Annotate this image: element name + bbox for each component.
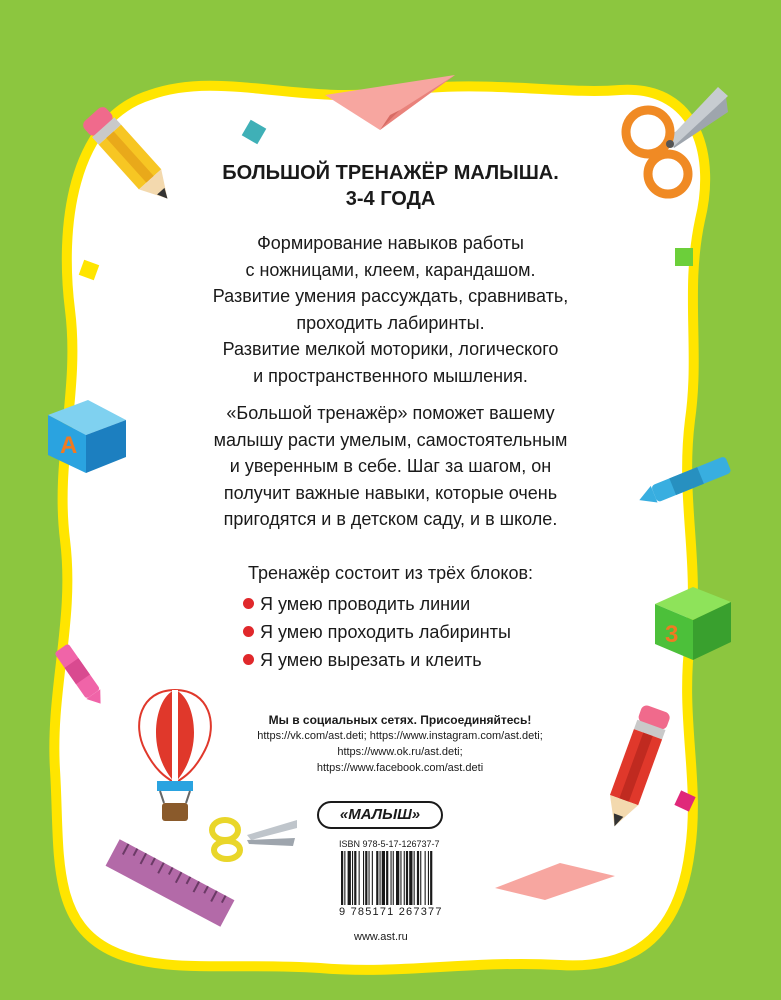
promo-line: малышу расти умелым, самостоятельным [213, 429, 568, 450]
cube-number: 3 [665, 621, 679, 648]
confetti-square-icon [75, 256, 105, 286]
barcode [339, 851, 449, 905]
promo-line: получит важные навыки, которые очень [223, 482, 558, 503]
social-networks [200, 712, 600, 776]
description-line: Формирование навыков работы [257, 233, 524, 253]
number-cube-icon [647, 582, 737, 662]
description-line: Развитие умения рассуждать, сравнивать, [212, 286, 569, 307]
bullet-dot-icon [243, 654, 254, 665]
blocks-heading: Тренажёр состоит из трёх блоков: [247, 563, 534, 583]
pencil-icon [590, 700, 680, 840]
bullet-dot-icon [243, 598, 254, 609]
description-line: Развитие мелкой моторики, логического [222, 339, 559, 360]
description-line: проходить лабиринты. [296, 312, 485, 333]
social-links-line[interactable]: https://vk.com/ast.deti; https://www.instagram.com/ast.deti; [257, 730, 543, 742]
social-links-line[interactable]: https://www.ok.ru/ast.deti; [337, 746, 463, 758]
list-item [243, 590, 511, 618]
description-line: и пространственного мышления. [253, 365, 528, 386]
list-item [243, 618, 511, 646]
description-paragraph [140, 230, 641, 390]
promo-line: пригодятся и в детском саду, и в школе. [223, 509, 558, 530]
paper-plane-icon [320, 70, 460, 140]
cube-letter: А [60, 432, 78, 459]
book-title [120, 160, 661, 212]
list-item-label: Я умею проходить лабиринты [260, 622, 511, 642]
list-item-label: Я умею проводить линии [260, 594, 471, 614]
promo-paragraph [140, 400, 641, 533]
promo-line: и уверенным в себе. Шаг за шагом, он [229, 456, 552, 477]
confetti-square-icon [240, 118, 270, 148]
list-item-label: Я умею вырезать и клеить [260, 650, 482, 670]
crayon-icon [632, 452, 742, 512]
blocks-list [243, 590, 511, 674]
ruler-icon [100, 828, 240, 938]
book-title-line-2: 3-4 ГОДА [345, 188, 436, 210]
confetti-square-icon [670, 243, 700, 273]
letter-cube-icon [38, 395, 133, 475]
website-link[interactable]: www.ast.ru [354, 931, 408, 943]
crayon-icon [36, 632, 116, 712]
publisher-logo: «МАЛЫШ» [317, 801, 443, 829]
bullet-dot-icon [243, 626, 254, 637]
social-links-line[interactable]: https://www.facebook.com/ast.deti [316, 762, 484, 774]
book-title-line-1: БОЛЬШОЙ ТРЕНАЖЁР МАЛЫША. [222, 162, 559, 184]
paper-sheet-icon [490, 858, 620, 903]
description-line: с ножницами, клеем, карандашом. [245, 259, 536, 280]
barcode-number: 9 785171 267377 [339, 906, 443, 918]
promo-line: «Большой тренажёр» поможет вашему [226, 403, 555, 423]
list-item [243, 646, 511, 674]
social-heading: Мы в социальных сетях. Присоединяйтесь! [268, 713, 532, 727]
isbn-label: ISBN 978-5-17-126737-7 [339, 839, 440, 849]
